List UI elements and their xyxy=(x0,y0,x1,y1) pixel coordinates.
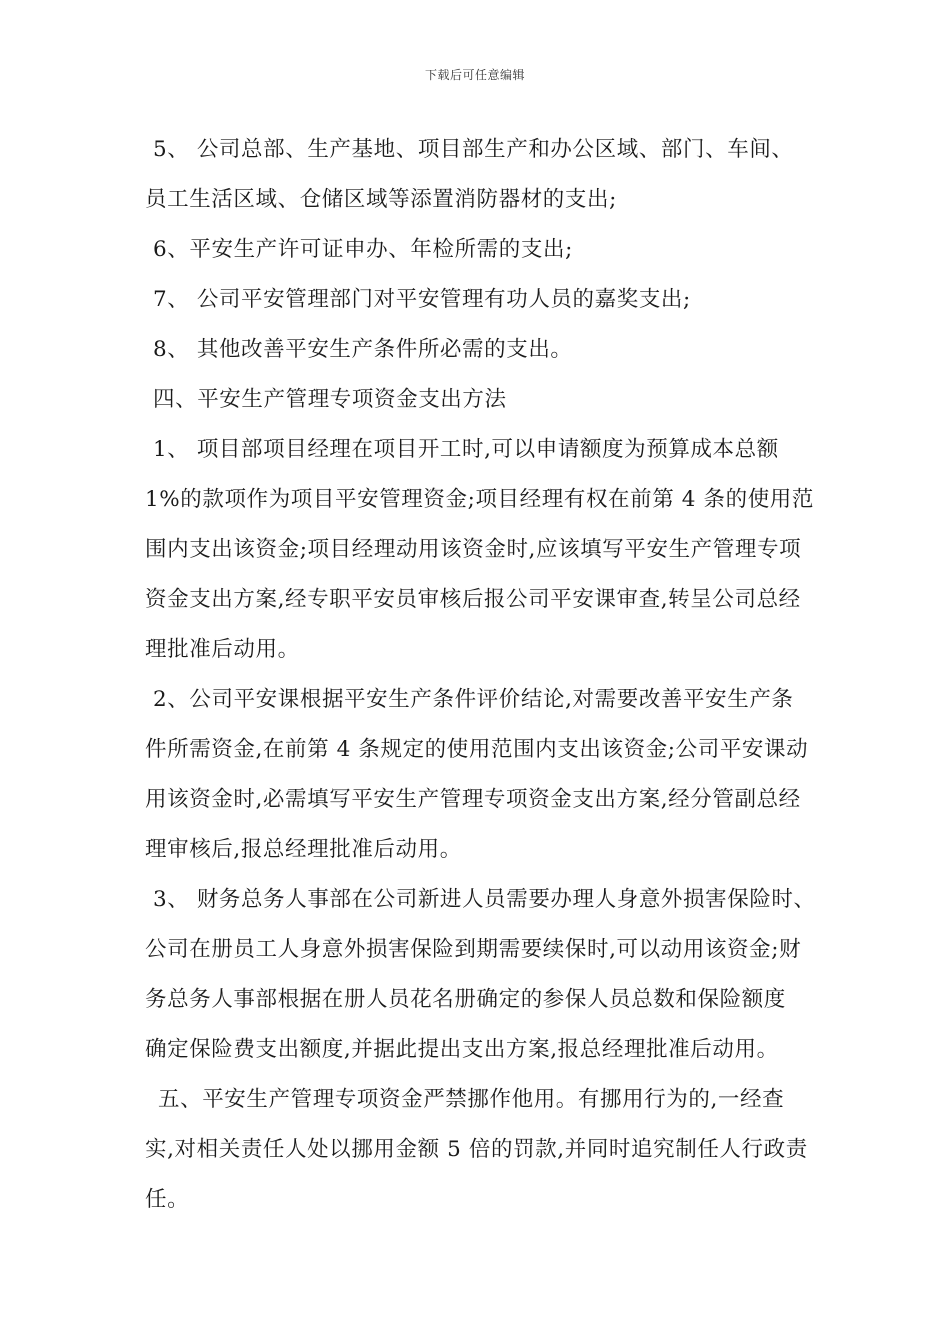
text-line: 3、 财务总务人事部在公司新进人员需要办理人身意外损害保险时、 xyxy=(153,887,816,912)
text-line: 理批准后动用。 xyxy=(145,637,300,662)
text-line: 员工生活区域、仓储区域等添置消防器材的支出; xyxy=(145,187,617,212)
section-heading: 五、平安生产管理专项资金严禁挪作他用。有挪用行为的,一经查 xyxy=(158,1087,785,1112)
text-line: 任。 xyxy=(145,1187,190,1212)
text-line: 5、 公司总部、生产基地、项目部生产和办公区域、部门、车间、 xyxy=(153,137,794,162)
text-line: 围内支出该资金;项目经理动用该资金时,应该填写平安生产管理专项 xyxy=(145,537,802,562)
page-header: 下载后可任意编辑 xyxy=(424,68,525,82)
text-line: 确定保险费支出额度,并据此提出支出方案,报总经理批准后动用。 xyxy=(145,1037,779,1062)
text-line: 6、平安生产许可证申办、年检所需的支出; xyxy=(153,237,573,262)
text-line: 7、 公司平安管理部门对平安管理有功人员的嘉奖支出; xyxy=(153,287,691,312)
text-line: 件所需资金,在前第 4 条规定的使用范围内支出该资金;公司平安课动 xyxy=(145,737,809,762)
text-line: 实,对相关责任人处以挪用金额 5 倍的罚款,并同时追究制任人行政责 xyxy=(145,1137,808,1162)
text-line: 务总务人事部根据在册人员花名册确定的参保人员总数和保险额度 xyxy=(145,987,786,1012)
section-heading: 四、平安生产管理专项资金支出方法 xyxy=(153,387,507,412)
text-line: 用该资金时,必需填写平安生产管理专项资金支出方案,经分管副总经 xyxy=(145,787,801,812)
text-line: 8、 其他改善平安生产条件所必需的支出。 xyxy=(153,337,573,362)
text-line: 公司在册员工人身意外损害保险到期需要续保时,可以动用该资金;财 xyxy=(145,937,802,962)
text-line: 理审核后,报总经理批准后动用。 xyxy=(145,837,462,862)
text-line: 资金支出方案,经专职平安员审核后报公司平安课审查,转呈公司总经 xyxy=(145,587,801,612)
text-line: 1%的款项作为项目平安管理资金;项目经理有权在前第 4 条的使用范 xyxy=(145,487,815,512)
text-line: 1、 项目部项目经理在项目开工时,可以申请额度为预算成本总额 xyxy=(153,437,779,462)
text-line: 2、公司平安课根据平安生产条件评价结论,对需要改善平安生产条 xyxy=(153,687,794,712)
